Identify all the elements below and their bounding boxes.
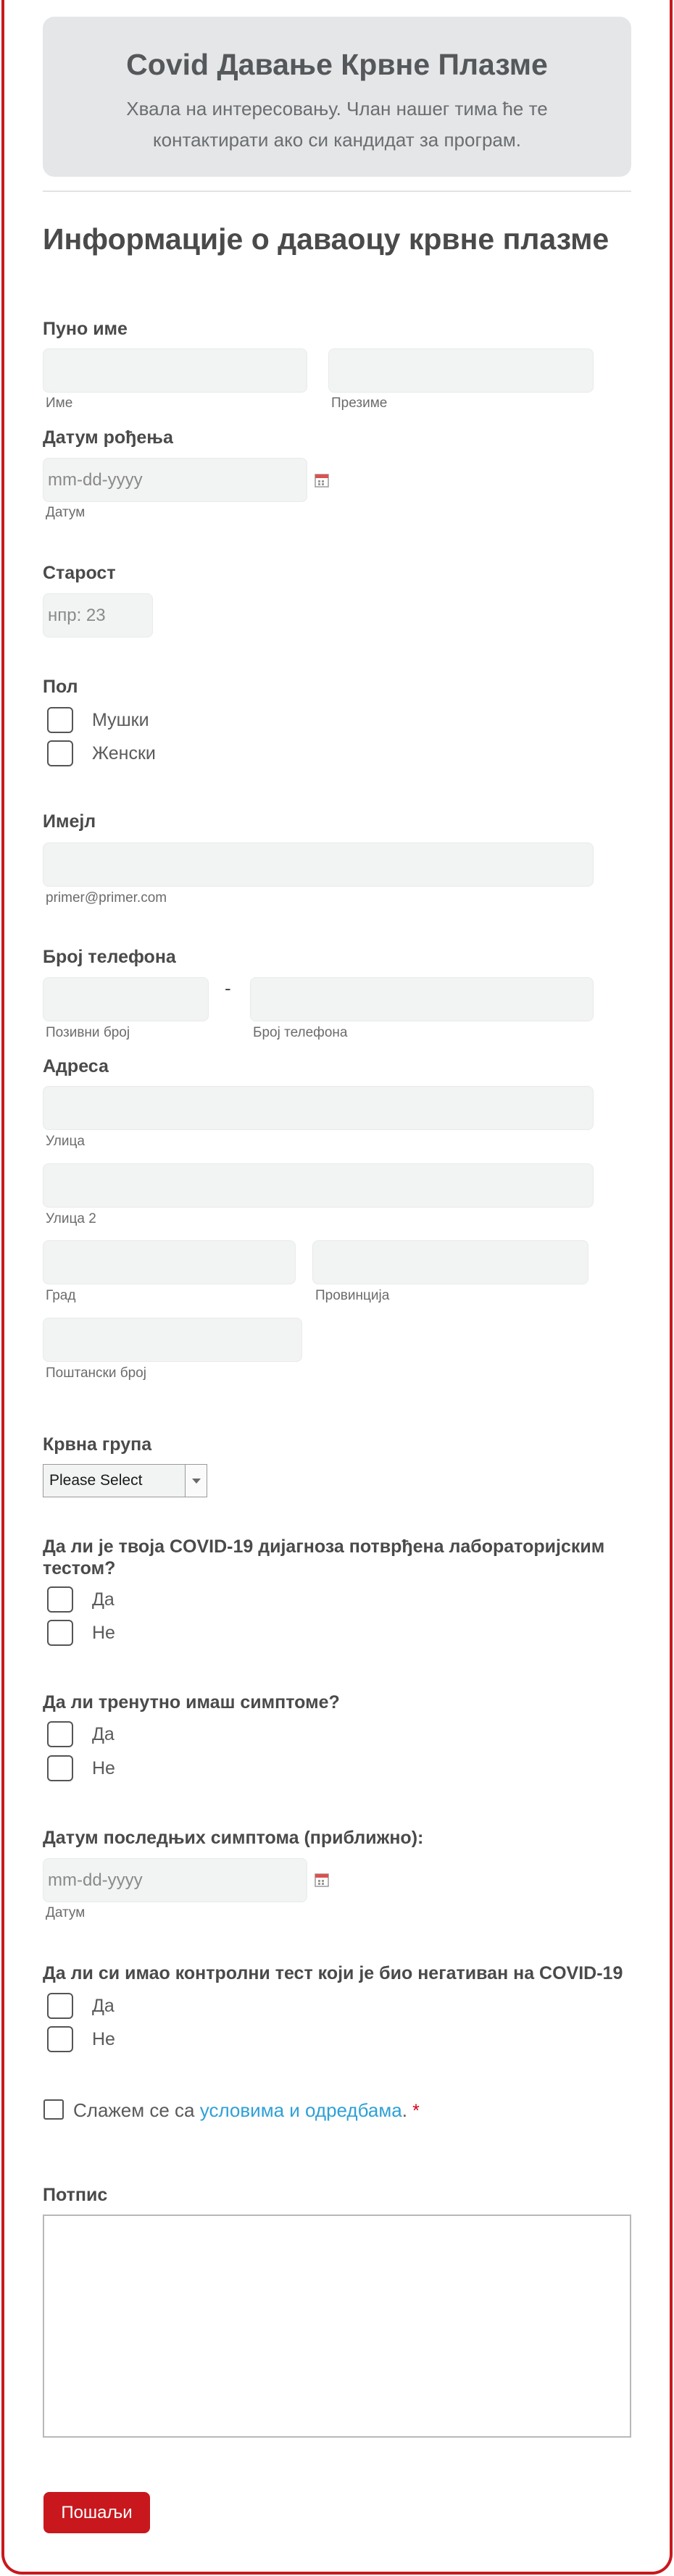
last-symptoms-label: Датум последњих симптома (приближно): xyxy=(43,1828,424,1848)
age-input[interactable] xyxy=(43,593,153,637)
city-input[interactable] xyxy=(43,1240,296,1284)
phone-number-sublabel: Број телефона xyxy=(253,1025,348,1040)
chevron-down-icon[interactable] xyxy=(185,1465,207,1497)
last-name-input[interactable] xyxy=(328,348,594,393)
lab-confirmed-yes-checkbox[interactable] xyxy=(47,1586,73,1613)
negative-test-no-checkbox[interactable] xyxy=(47,2026,73,2052)
terms-checkbox[interactable] xyxy=(43,2099,64,2120)
full-name-label: Пуно име xyxy=(43,319,128,339)
gender-male-label: Мушки xyxy=(92,710,149,730)
lab-confirmed-label: Да ли је твоја COVID-19 дијагноза потврђена лабораторијским тестом? xyxy=(43,1536,605,1578)
blood-type-selected: Please Select xyxy=(49,1472,143,1489)
terms-text xyxy=(73,2099,420,2122)
email-input[interactable] xyxy=(43,842,594,887)
birth-date-input[interactable] xyxy=(43,458,307,502)
calendar-icon[interactable] xyxy=(314,1872,330,1888)
terms-prefix: Слажем се са xyxy=(73,2099,200,2121)
last-symptoms-placeholder: mm-dd-yyyy xyxy=(48,1870,143,1890)
required-mark: * xyxy=(412,2101,420,2121)
negative-test-label: Да ли си имао контролни тест који је био негативан на COVID-19 xyxy=(43,1963,623,1983)
postal-code-sublabel: Поштански број xyxy=(46,1366,146,1381)
lab-confirmed-no-checkbox[interactable] xyxy=(47,1620,73,1646)
symptoms-yes-label: Да xyxy=(92,1724,115,1744)
symptoms-label: Да ли тренутно имаш симптоме? xyxy=(43,1692,340,1713)
street-sublabel: Улица xyxy=(46,1134,85,1149)
last-symptoms-sublabel: Датум xyxy=(46,1905,86,1920)
street2-sublabel: Улица 2 xyxy=(46,1211,96,1226)
submit-button[interactable]: Пошаљи xyxy=(43,2492,150,2533)
birth-date-label: Датум рођења xyxy=(43,427,173,448)
age-label: Старост xyxy=(43,563,116,583)
header-divider xyxy=(43,191,631,192)
email-label: Имејл xyxy=(43,811,96,832)
phone-label: Број телефона xyxy=(43,947,176,967)
first-name-input[interactable] xyxy=(43,348,307,393)
address-label: Адреса xyxy=(43,1056,109,1076)
symptoms-no-checkbox[interactable] xyxy=(47,1755,73,1781)
area-code-sublabel: Позивни број xyxy=(46,1025,130,1040)
email-sublabel: primer@primer.com xyxy=(46,890,167,906)
street-input[interactable] xyxy=(43,1086,594,1130)
gender-female-label: Женски xyxy=(92,743,156,764)
last-name-sublabel: Презиме xyxy=(331,396,388,411)
signature-pad[interactable] xyxy=(43,2215,631,2438)
lab-confirmed-yes-label: Да xyxy=(92,1589,115,1610)
section-title: Информације о даваоцу крвне плазме xyxy=(43,222,609,256)
terms-link[interactable]: условима и одредбама xyxy=(199,2099,402,2121)
street2-input[interactable] xyxy=(43,1163,594,1208)
birth-date-sublabel: Датум xyxy=(46,505,86,520)
city-sublabel: Град xyxy=(46,1288,76,1303)
blood-type-select[interactable] xyxy=(43,1464,207,1497)
symptoms-no-label: Не xyxy=(92,1758,115,1778)
symptoms-yes-checkbox[interactable] xyxy=(47,1721,73,1747)
province-sublabel: Провинција xyxy=(315,1288,390,1303)
birth-date-placeholder: mm-dd-yyyy xyxy=(48,469,143,490)
negative-test-no-label: Не xyxy=(92,2029,115,2049)
form-subtitle: Хвала на интересовању. Члан нашег тима ће те контактирати ако си кандидат за програм. xyxy=(126,98,548,151)
blood-type-label: Крвна група xyxy=(43,1434,152,1455)
phone-separator: - xyxy=(225,977,231,999)
gender-label: Пол xyxy=(43,677,78,697)
age-placeholder: нпр: 23 xyxy=(48,605,106,625)
form-header xyxy=(43,17,631,177)
gender-female-checkbox[interactable] xyxy=(47,740,73,766)
gender-male-checkbox[interactable] xyxy=(47,707,73,733)
phone-number-input[interactable] xyxy=(250,977,594,1021)
first-name-sublabel: Име xyxy=(46,396,73,411)
calendar-icon[interactable] xyxy=(314,472,330,488)
signature-label: Потпис xyxy=(43,2185,108,2205)
last-symptoms-date-input[interactable] xyxy=(43,1858,307,1902)
negative-test-yes-label: Да xyxy=(92,1996,115,2016)
area-code-input[interactable] xyxy=(43,977,209,1021)
province-input[interactable] xyxy=(312,1240,588,1284)
postal-code-input[interactable] xyxy=(43,1318,302,1362)
negative-test-yes-checkbox[interactable] xyxy=(47,1993,73,2019)
form-title: Covid Давање Крвне Плазме xyxy=(126,48,548,81)
lab-confirmed-no-label: Не xyxy=(92,1623,115,1643)
terms-suffix: . xyxy=(402,2099,407,2121)
